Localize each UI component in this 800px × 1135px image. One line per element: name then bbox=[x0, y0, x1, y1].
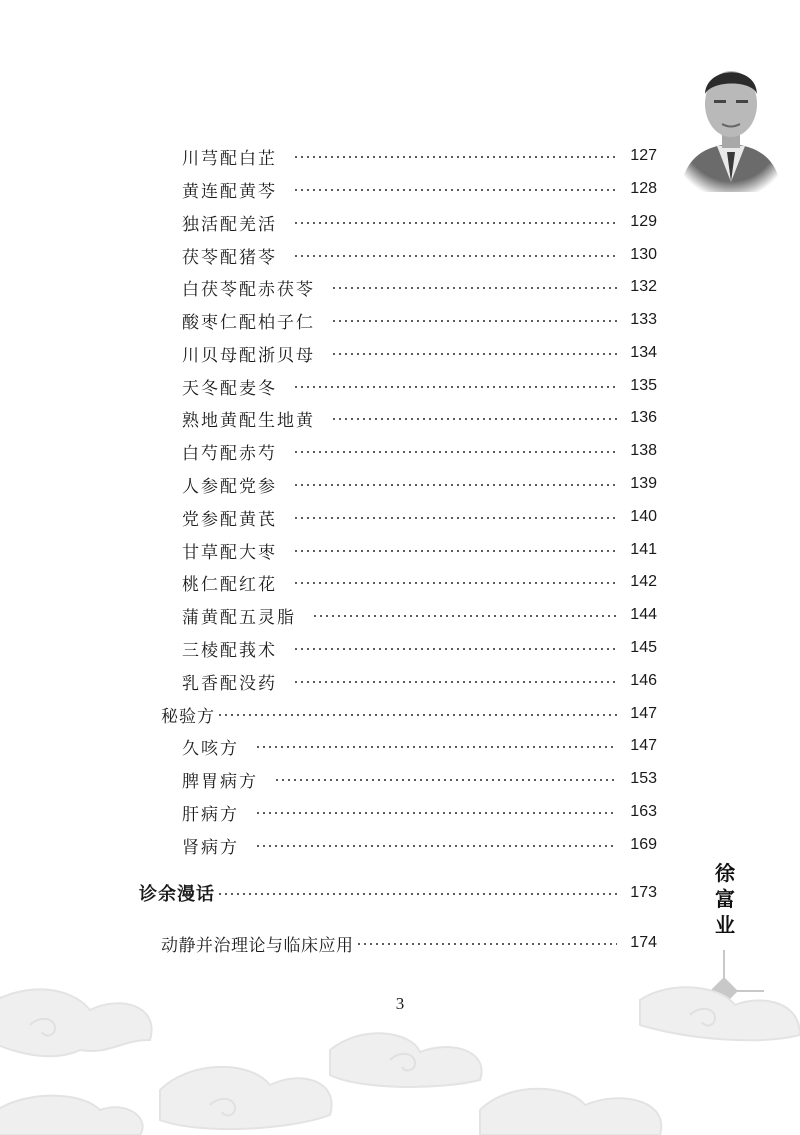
toc-entry-page: 169 bbox=[630, 836, 657, 853]
leader-dots bbox=[274, 779, 617, 781]
leader-dots bbox=[331, 418, 617, 420]
leader-dots bbox=[293, 222, 617, 224]
toc-entry[interactable] bbox=[182, 832, 657, 858]
toc-entry[interactable] bbox=[182, 405, 657, 431]
toc-entry-title: 桃仁配红花 bbox=[182, 574, 277, 595]
toc-entry[interactable] bbox=[182, 307, 657, 333]
toc-chapter-title: 诊余漫话 bbox=[139, 884, 215, 905]
toc-entry[interactable] bbox=[182, 209, 657, 235]
toc-entry[interactable] bbox=[182, 537, 657, 563]
toc-entry-title: 党参配黄芪 bbox=[182, 509, 277, 530]
toc-entry[interactable] bbox=[182, 274, 657, 300]
toc-entry-page: 127 bbox=[630, 147, 657, 164]
toc-entry-page: 146 bbox=[630, 672, 657, 689]
leader-dots bbox=[293, 451, 617, 453]
toc-entry[interactable] bbox=[182, 504, 657, 530]
toc-entry-page: 147 bbox=[630, 737, 657, 754]
leader-dots bbox=[293, 484, 617, 486]
toc-entry-title: 动静并治理论与临床应用 bbox=[161, 935, 354, 956]
leader-dots bbox=[217, 893, 617, 895]
toc-entry-title: 川芎配白芷 bbox=[182, 148, 277, 169]
toc-entry[interactable] bbox=[182, 242, 657, 268]
toc-entry[interactable] bbox=[182, 733, 657, 759]
toc-entry-title: 乳香配没药 bbox=[182, 673, 277, 694]
toc-entry[interactable] bbox=[182, 176, 657, 202]
leader-dots bbox=[255, 746, 617, 748]
toc-entry-title: 天冬配麦冬 bbox=[182, 378, 277, 399]
toc-entry-title: 川贝母配浙贝母 bbox=[182, 345, 315, 366]
toc-section-page: 147 bbox=[630, 705, 657, 722]
toc-entry-page: 133 bbox=[630, 311, 657, 328]
toc-entry[interactable] bbox=[182, 635, 657, 661]
toc-entry[interactable] bbox=[182, 668, 657, 694]
toc-entry-title: 蒲黄配五灵脂 bbox=[182, 607, 296, 628]
leader-dots bbox=[293, 681, 617, 683]
leader-dots bbox=[312, 615, 617, 617]
leader-dots bbox=[293, 189, 617, 191]
toc-entry-title: 肾病方 bbox=[182, 837, 239, 858]
toc-entry-title: 白芍配赤芍 bbox=[182, 443, 277, 464]
leader-dots bbox=[255, 845, 617, 847]
toc-entry-page: 140 bbox=[630, 508, 657, 525]
toc-section[interactable] bbox=[161, 701, 657, 727]
toc-entry-page: 138 bbox=[630, 442, 657, 459]
toc-entry[interactable] bbox=[182, 766, 657, 792]
toc-entry[interactable] bbox=[182, 143, 657, 169]
toc-entry-page: 141 bbox=[630, 541, 657, 558]
leader-dots bbox=[293, 255, 617, 257]
toc-entry-title: 人参配党参 bbox=[182, 476, 277, 497]
author-portrait bbox=[672, 42, 790, 192]
toc-entry[interactable] bbox=[182, 602, 657, 628]
toc-entry[interactable] bbox=[182, 471, 657, 497]
toc-entry-page: 132 bbox=[630, 278, 657, 295]
leader-dots bbox=[293, 517, 617, 519]
leader-dots bbox=[331, 353, 617, 355]
toc-entry-page: 130 bbox=[630, 246, 657, 263]
leader-dots bbox=[255, 812, 617, 814]
toc-entry-title: 茯苓配猪苓 bbox=[182, 247, 277, 268]
toc-entry-title: 甘草配大枣 bbox=[182, 542, 277, 563]
toc-entry-title: 久咳方 bbox=[182, 738, 239, 759]
toc-entry-title: 独活配羌活 bbox=[182, 214, 277, 235]
toc-entry-page: 144 bbox=[630, 606, 657, 623]
toc-entry-title: 脾胃病方 bbox=[182, 771, 258, 792]
cloud-pattern bbox=[0, 940, 800, 1135]
toc-section-title: 秘验方 bbox=[161, 706, 215, 727]
toc-entry-page: 145 bbox=[630, 639, 657, 656]
toc-chapter[interactable] bbox=[139, 880, 657, 906]
toc-entry-page: 163 bbox=[630, 803, 657, 820]
toc-entry-title: 黄连配黄芩 bbox=[182, 181, 277, 202]
leader-dots bbox=[293, 582, 617, 584]
toc-chapter-page: 173 bbox=[630, 884, 657, 901]
toc-entry-title: 白茯苓配赤茯苓 bbox=[182, 279, 315, 300]
toc-entry-title: 酸枣仁配柏子仁 bbox=[182, 312, 315, 333]
toc-entry-page: 128 bbox=[630, 180, 657, 197]
author-name: 徐 富 业 bbox=[715, 861, 735, 937]
toc-entry-page: 136 bbox=[630, 409, 657, 426]
toc-entry[interactable] bbox=[182, 373, 657, 399]
toc-entry-page: 135 bbox=[630, 377, 657, 394]
toc-entry-title: 熟地黄配生地黄 bbox=[182, 410, 315, 431]
page-number: 3 bbox=[395, 994, 405, 1013]
toc-entry-page: 134 bbox=[630, 344, 657, 361]
leader-dots bbox=[331, 320, 617, 322]
toc-entry-page: 142 bbox=[630, 573, 657, 590]
leader-dots bbox=[293, 386, 617, 388]
leader-dots bbox=[293, 648, 617, 650]
toc-entry[interactable] bbox=[182, 569, 657, 595]
leader-dots bbox=[293, 550, 617, 552]
toc-entry-page: 153 bbox=[630, 770, 657, 787]
toc-entry-title: 肝病方 bbox=[182, 804, 239, 825]
leader-dots bbox=[217, 714, 617, 716]
toc-entry[interactable] bbox=[182, 799, 657, 825]
leader-dots bbox=[293, 156, 617, 158]
toc-entry-page: 129 bbox=[630, 213, 657, 230]
leader-dots bbox=[331, 287, 617, 289]
toc-entry-page: 139 bbox=[630, 475, 657, 492]
toc-entry[interactable] bbox=[182, 438, 657, 464]
toc-entry-title: 三棱配莪术 bbox=[182, 640, 277, 661]
toc-entry[interactable] bbox=[182, 340, 657, 366]
toc-entry-page: 174 bbox=[630, 934, 657, 951]
